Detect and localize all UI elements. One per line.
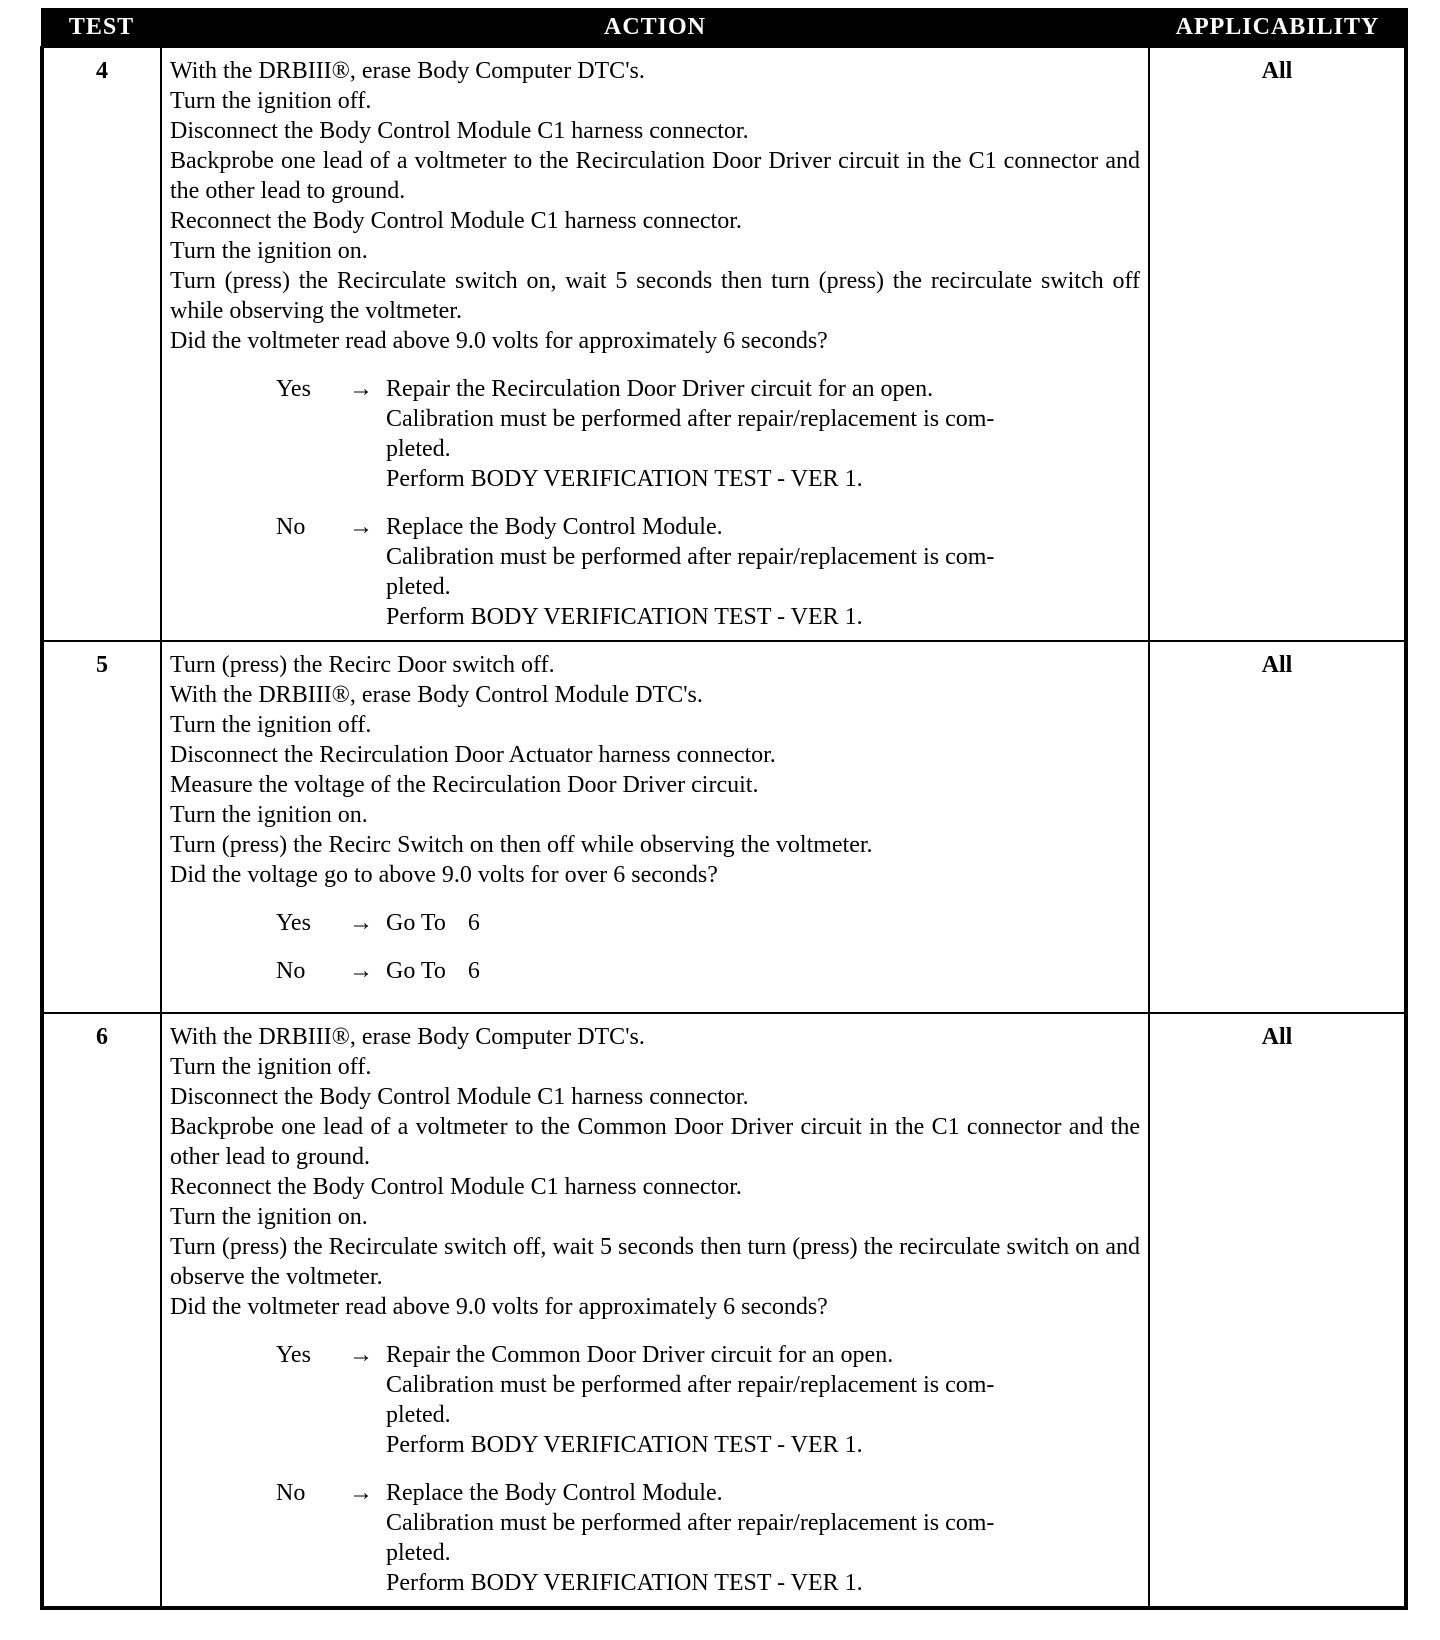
arrow-right-icon: → [349,958,373,984]
goto-number: 6 [467,910,480,936]
action-step: Turn (press) the Recirculate switch off, wait 5 seconds then turn (press) the recirculate switch on and observe the voltmeter. [170,1234,1140,1290]
action-step: Reconnect the Body Control Module C1 harness connector. [170,1174,742,1200]
action-step: Turn (press) the Recirc Switch on then off while observing the voltmeter. [170,832,873,858]
response-line: Perform BODY VERIFICATION TEST - VER 1. [386,1570,863,1596]
response-line: Calibration must be performed after repair/replacement is com- [386,1372,995,1398]
no-label: No [276,958,306,984]
test-number: 6 [96,1024,108,1050]
action-step: Measure the voltage of the Recirculation Door Driver circuit. [170,772,759,798]
answer-choices [170,908,1140,986]
test-number-cell [42,47,161,641]
action-question: Did the voltmeter read above 9.0 volts for approximately 6 seconds? [170,328,828,354]
table-header-row [42,8,1406,47]
no-response [386,956,1140,986]
action-step: Reconnect the Body Control Module C1 harness connector. [170,208,742,234]
action-question: Did the voltage go to above 9.0 volts for over 6 seconds? [170,862,718,888]
response-line: Calibration must be performed after repair/replacement is com- [386,1510,995,1536]
response-line: Perform BODY VERIFICATION TEST - VER 1. [386,1432,863,1458]
no-response [386,1478,1140,1598]
action-step: Turn (press) the Recirc Door switch off. [170,652,555,678]
answer-choices [170,374,1140,632]
action-step: Turn the ignition off. [170,88,372,114]
applicability-value: All [1261,1024,1293,1050]
diagnostic-test-table [40,8,1408,1610]
yes-choice [170,908,1140,938]
no-label: No [276,1480,306,1506]
action-cell [161,641,1149,1013]
applicability-cell [1149,1013,1406,1608]
no-label: No [276,514,306,540]
action-step: Backprobe one lead of a voltmeter to the Recirculation Door Driver circuit in the C1 connector and the other lead to ground. [170,148,1140,204]
action-step: Turn the ignition off. [170,712,372,738]
response-line: pleted. [386,574,451,600]
header-test: TEST [42,8,161,47]
response-line: pleted. [386,1540,451,1566]
yes-response [386,1340,1140,1460]
yes-response [386,374,1140,494]
response-line: Replace the Body Control Module. [386,514,723,540]
action-step: Disconnect the Body Control Module C1 harness connector. [170,118,749,144]
yes-response [386,908,1140,938]
yes-choice [170,374,1140,494]
goto-label: Go To [386,910,446,936]
response-line: Perform BODY VERIFICATION TEST - VER 1. [386,604,863,630]
header-action: ACTION [161,8,1149,47]
action-cell [161,47,1149,641]
test-number: 4 [96,58,108,84]
arrow-right-icon: → [349,376,373,402]
response-line: Replace the Body Control Module. [386,1480,723,1506]
no-choice [170,512,1140,632]
response-line: Calibration must be performed after repair/replacement is com- [386,544,995,570]
goto-number: 6 [467,958,480,984]
response-line: Calibration must be performed after repair/replacement is com- [386,406,995,432]
response-line: pleted. [386,436,451,462]
yes-label: Yes [276,376,311,402]
action-step: Disconnect the Recirculation Door Actuator harness connector. [170,742,776,768]
action-step: Disconnect the Body Control Module C1 harness connector. [170,1084,749,1110]
header-applicability: APPLICABILITY [1149,8,1406,47]
arrow-right-icon: → [349,910,373,936]
no-response [386,512,1140,632]
action-step: With the DRBIII®, erase Body Control Module DTC's. [170,682,703,708]
goto-label: Go To [386,958,446,984]
test-number-cell [42,641,161,1013]
action-question: Did the voltmeter read above 9.0 volts for approximately 6 seconds? [170,1294,828,1320]
arrow-right-icon: → [349,1342,373,1368]
action-step: Backprobe one lead of a voltmeter to the Common Door Driver circuit in the C1 connector and the other lead to ground. [170,1114,1140,1170]
applicability-value: All [1261,58,1293,84]
test-number: 5 [96,652,108,678]
response-line: Repair the Recirculation Door Driver circuit for an open. [386,376,934,402]
test-row-6 [42,1013,1406,1608]
yes-label: Yes [276,910,311,936]
test-row-5 [42,641,1406,1013]
action-step: Turn the ignition off. [170,1054,372,1080]
action-step: Turn (press) the Recirculate switch on, wait 5 seconds then turn (press) the recirculate switch off while observing the voltmeter. [170,268,1140,324]
applicability-value: All [1261,652,1293,678]
action-step: With the DRBIII®, erase Body Computer DTC's. [170,58,645,84]
arrow-right-icon: → [349,1480,373,1506]
diagnostic-test-page [40,8,1404,1610]
no-choice [170,956,1140,986]
yes-choice [170,1340,1140,1460]
yes-label: Yes [276,1342,311,1368]
action-step: Turn the ignition on. [170,802,368,828]
no-choice [170,1478,1140,1598]
arrow-right-icon: → [349,514,373,540]
response-line: pleted. [386,1402,451,1428]
action-step: Turn the ignition on. [170,1204,368,1230]
applicability-cell [1149,47,1406,641]
test-row-4 [42,47,1406,641]
action-cell [161,1013,1149,1608]
action-step: With the DRBIII®, erase Body Computer DTC's. [170,1024,645,1050]
applicability-cell [1149,641,1406,1013]
answer-choices [170,1340,1140,1598]
action-step: Turn the ignition on. [170,238,368,264]
test-number-cell [42,1013,161,1608]
response-line: Repair the Common Door Driver circuit for an open. [386,1342,894,1368]
response-line: Perform BODY VERIFICATION TEST - VER 1. [386,466,863,492]
